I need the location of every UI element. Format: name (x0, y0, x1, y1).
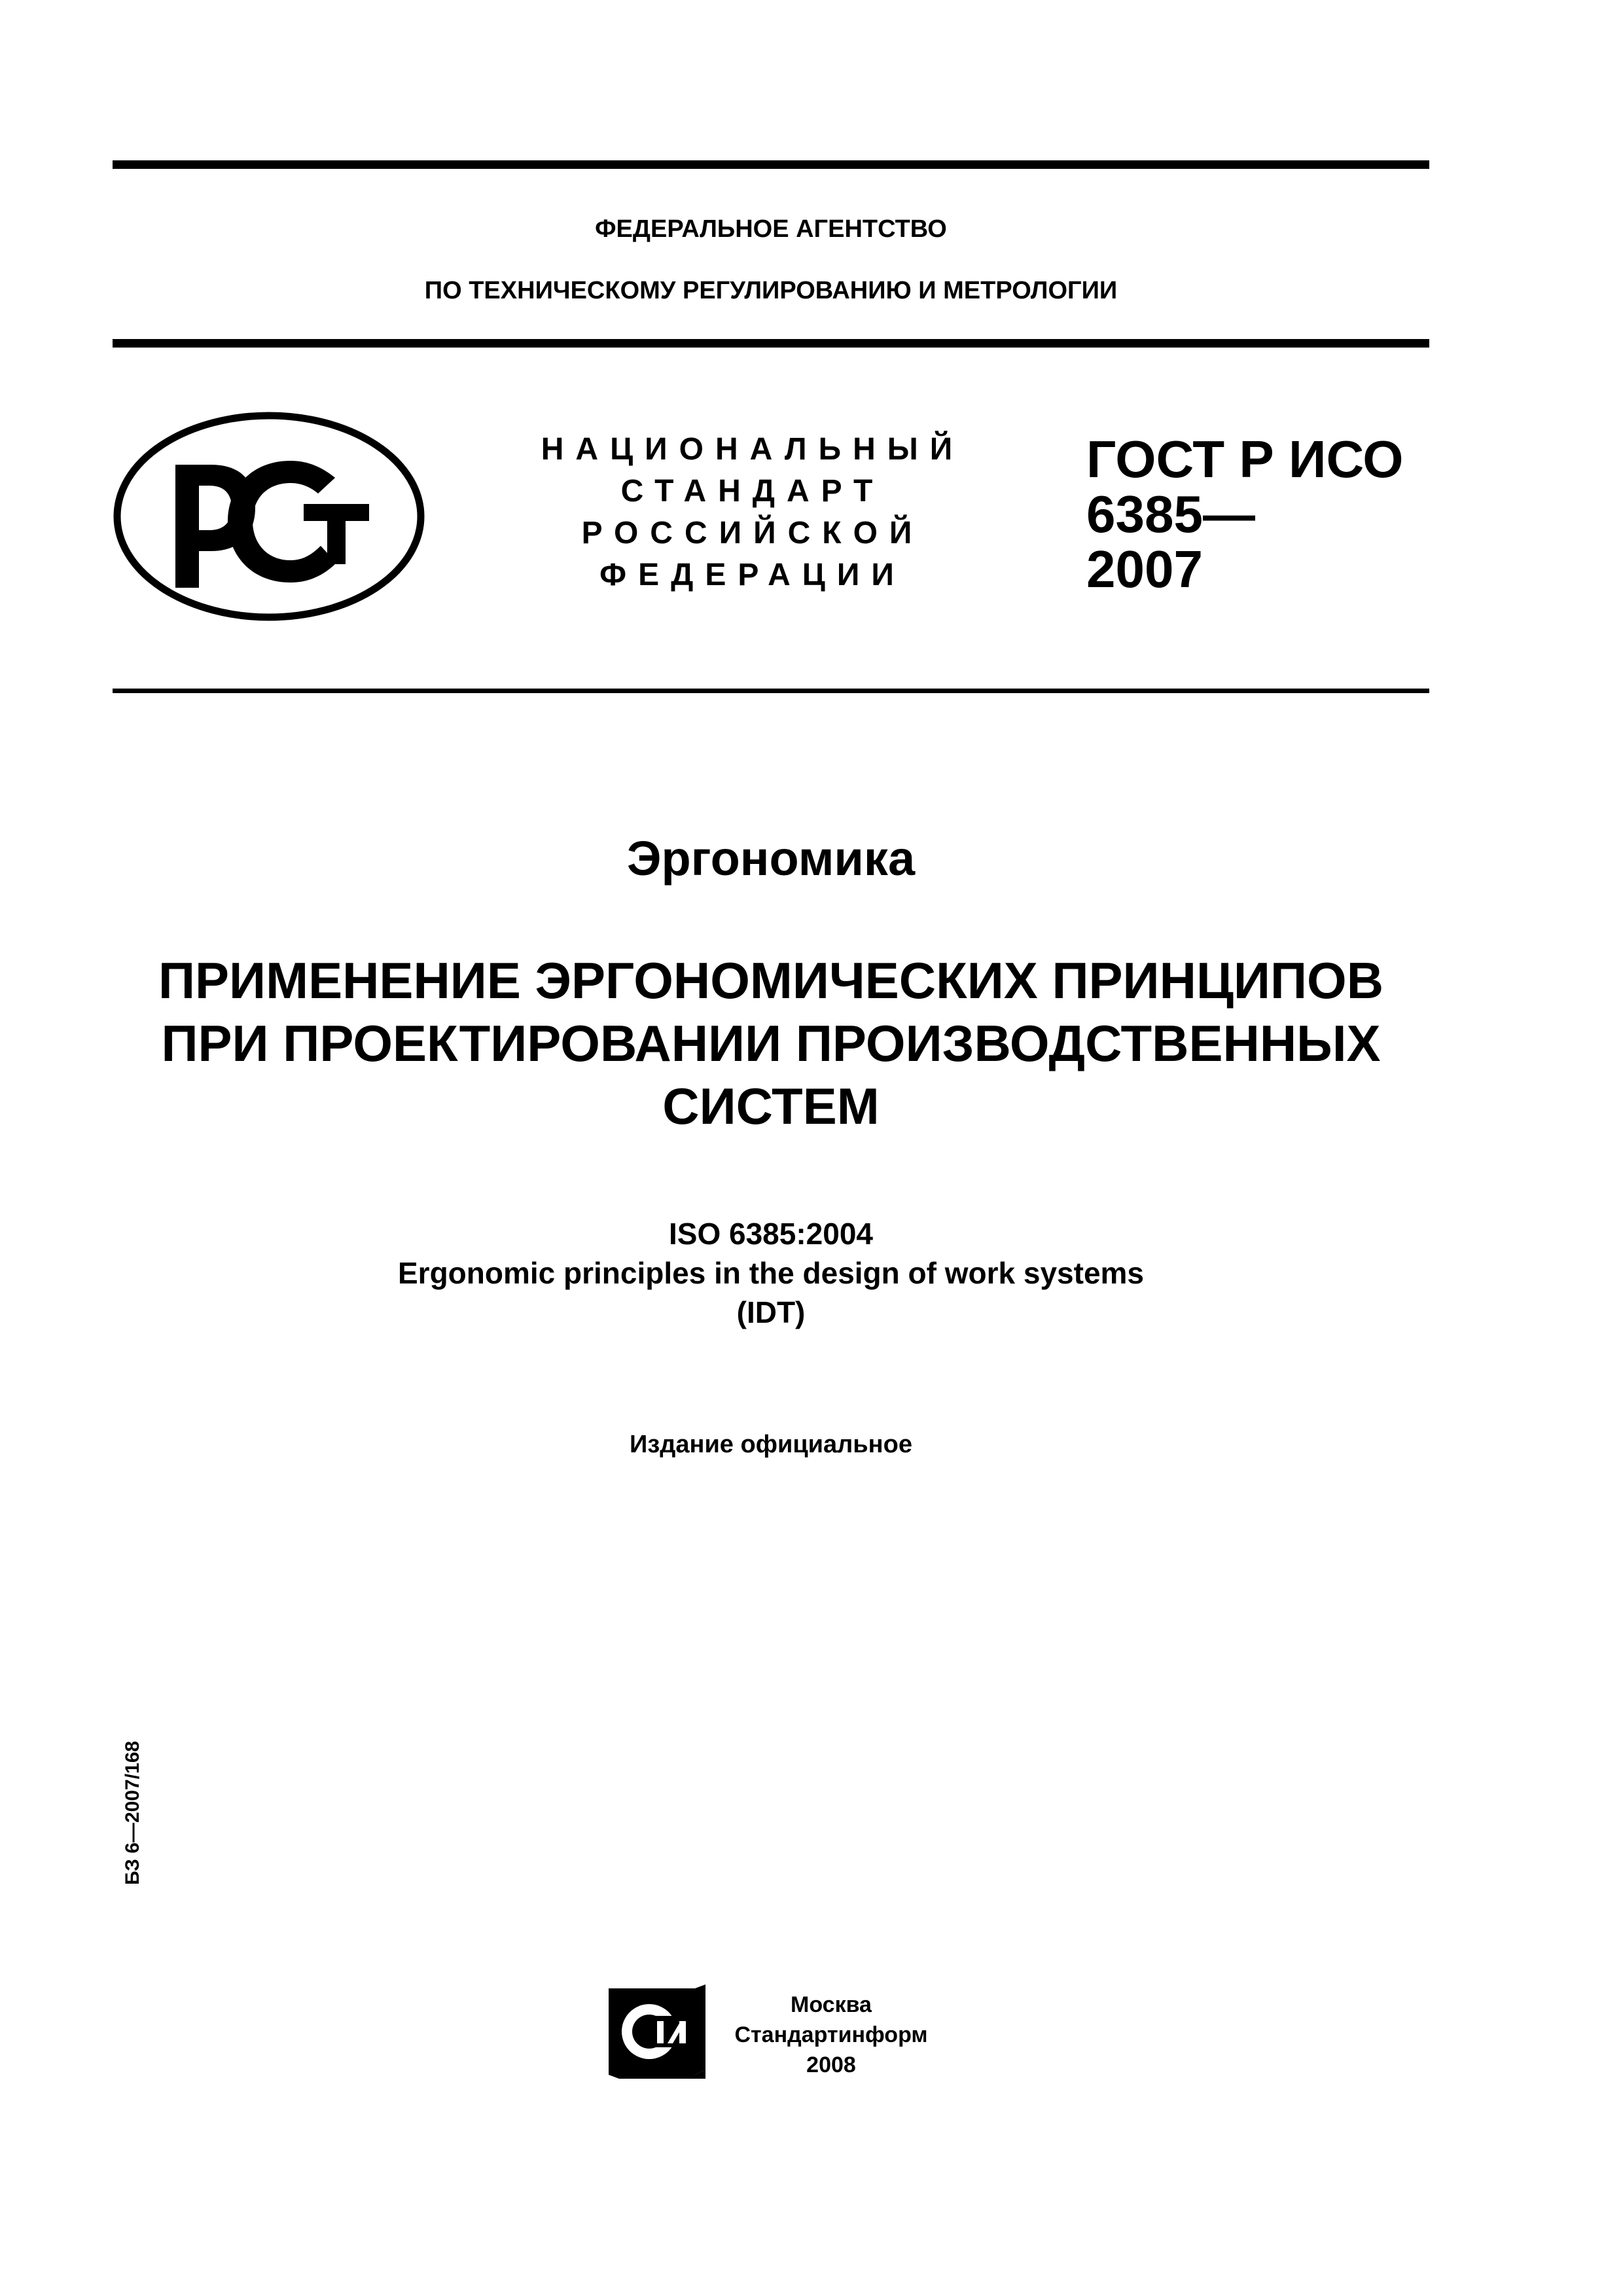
designation-line1: ГОСТ Р ИСО (1086, 430, 1404, 488)
agency-name-line2: ПО ТЕХНИЧЕСКОМУ РЕГУЛИРОВАНИЮ И МЕТРОЛОГИИ (424, 277, 1118, 304)
designation-line3: 2007 (1086, 540, 1203, 598)
national-standard-line4: ФЕДЕРАЦИИ (599, 558, 906, 592)
iso-degree: (IDT) (736, 1295, 806, 1329)
top-rule (113, 160, 1429, 169)
document-title (113, 949, 1429, 1138)
national-standard-line2: СТАНДАРТ (620, 474, 885, 509)
national-standard-line3: РОССИЙСКОЙ (581, 516, 924, 550)
title-line3: СИСТЕМ (662, 1077, 880, 1135)
designation-line2: 6385— (1086, 485, 1255, 543)
agency-name-line1: ФЕДЕРАЛЬНОЕ АГЕНТСТВО (595, 215, 947, 243)
title-line2: ПРИ ПРОЕКТИРОВАНИИ ПРОИЗВОДСТВЕННЫХ (161, 1014, 1381, 1072)
national-standard-label (524, 429, 982, 596)
publisher-block (720, 1990, 942, 2080)
standard-designation (1086, 432, 1427, 597)
middle-rule (113, 339, 1429, 348)
iso-number: ISO 6385:2004 (668, 1217, 873, 1251)
publisher-name: Стандартинформ (734, 2022, 928, 2047)
title-line1: ПРИМЕНЕНИЕ ЭРГОНОМИЧЕСКИХ ПРИНЦИПОВ (158, 952, 1384, 1009)
edition-label: Издание официальное (630, 1431, 912, 1458)
publisher-year: 2008 (806, 2053, 856, 2077)
publisher-city: Москва (791, 1992, 872, 2017)
national-standard-line1: НАЦИОНАЛЬНЫЙ (541, 432, 965, 467)
iso-reference (113, 1214, 1429, 1332)
side-code: БЗ 6—2007/168 (122, 1740, 143, 1885)
subject-heading: Эргономика (626, 831, 916, 886)
rst-mark-icon (113, 411, 425, 622)
standartinform-logo-icon (607, 1983, 707, 2080)
bottom-rule (113, 689, 1429, 693)
iso-english-title: Ergonomic principles in the design of work systems (397, 1256, 1145, 1290)
